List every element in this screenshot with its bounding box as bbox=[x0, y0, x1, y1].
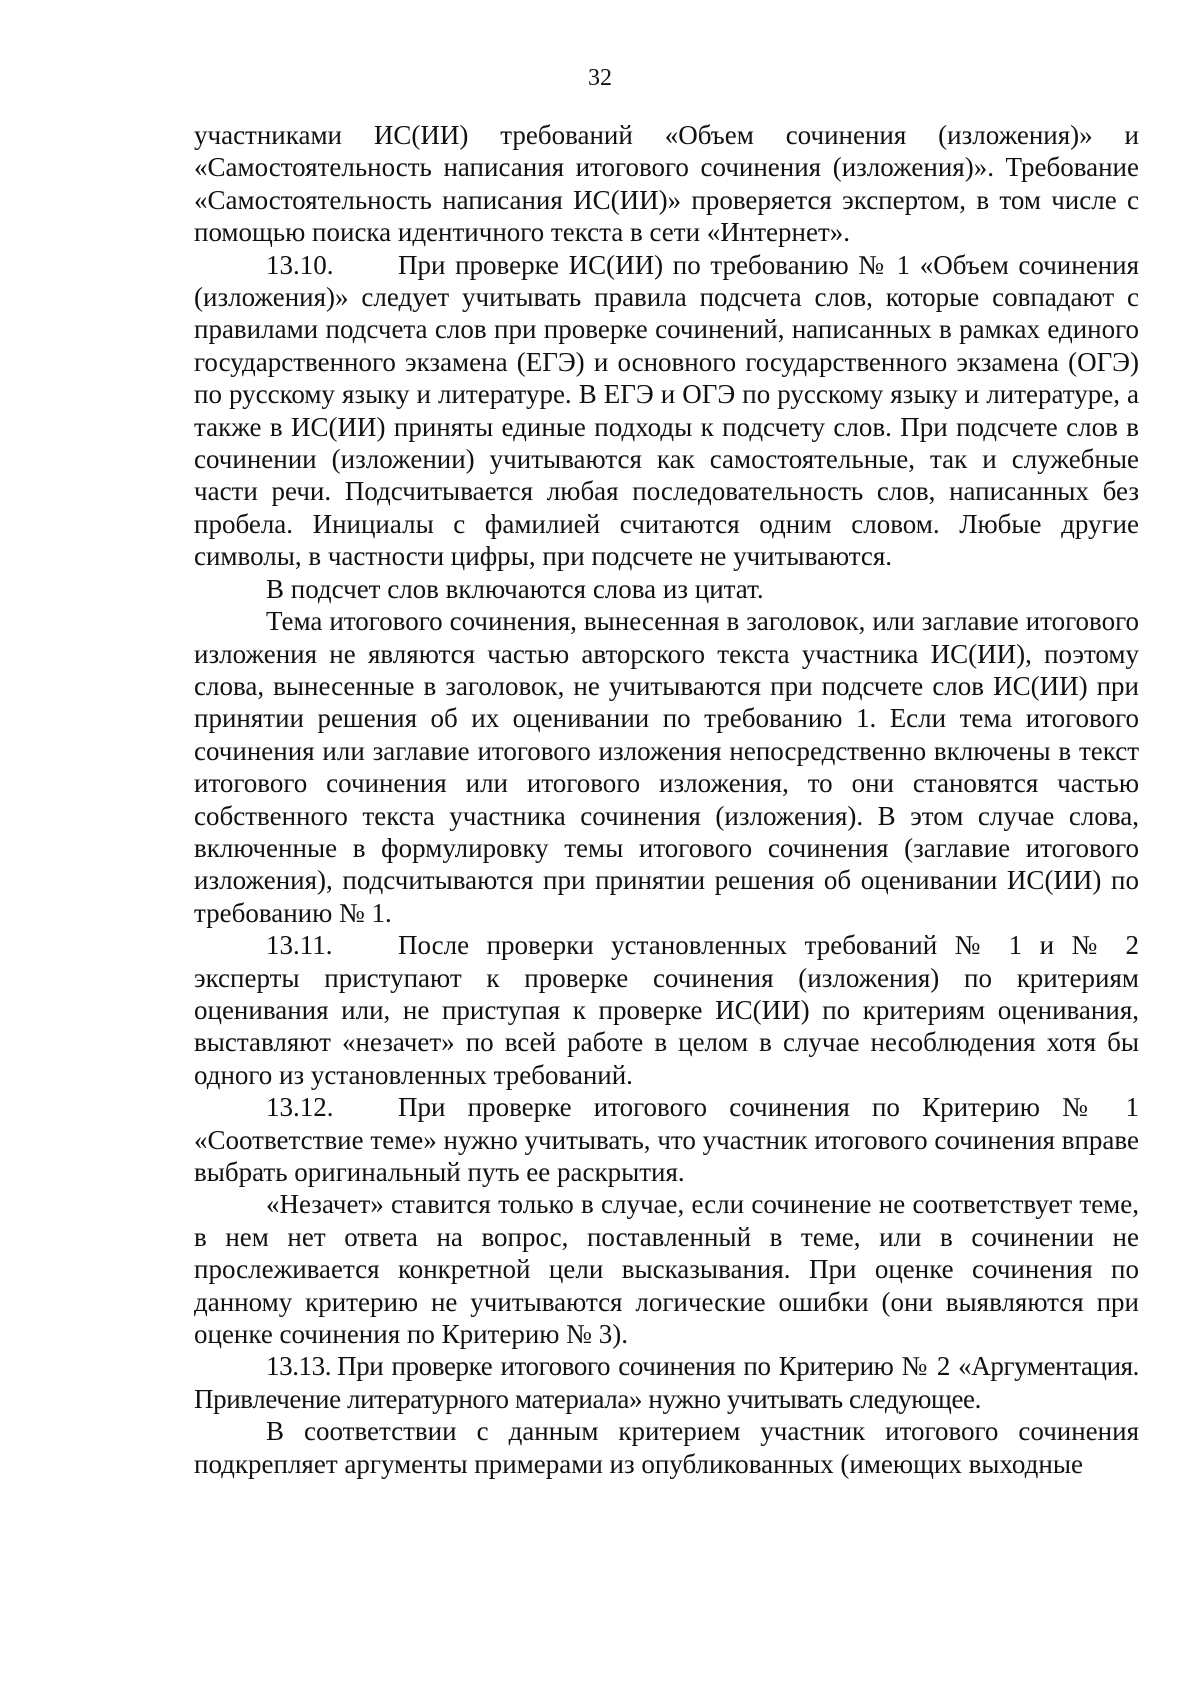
paragraph-13-11 bbox=[194, 929, 1139, 1091]
paragraph-quotes-rule: В подсчет слов включаются слова из цитат. bbox=[266, 573, 764, 604]
clause-number-13-11: 13.11. bbox=[266, 930, 333, 961]
paragraph-continuation: участниками ИС(ИИ) требований «Объем сочинения (изложения)» и «Самостоятельность написания итогового сочинения (изложения)». Требование «Самостоятельность написания ИС(ИИ)» проверяется экспертом, в том числе с помощью поиска идентичного текста в сети «Интернет». bbox=[194, 120, 1139, 248]
clause-number-13-12: 13.12. bbox=[266, 1092, 334, 1123]
paragraph-criterion-2: В соответствии с данным критерием участник итогового сочинения подкрепляет аргументы примерами из опубликованных (имеющих выходные bbox=[194, 1416, 1139, 1479]
paragraph-title-rule: Тема итогового сочинения, вынесенная в заголовок, или заглавие итогового изложения не являются частью авторского текста участника ИС(ИИ), поэтому слова, вынесенные в заголовок, не учитываются при подсчете слов ИС(ИИ) при принятии решения об их оценивании по требованию 1. Если тема итогового сочинения или заглавие итогового изложения непосредственно включены в текст итогового сочинения или итогового изложения, то они становятся частью собственного текста участника сочинения (изложения). В этом случае слова, включенные в формулировку темы итогового сочинения (заглавие итогового изложения), подсчитываются при принятии решения об оценивании ИС(ИИ) по требованию № 1. bbox=[194, 606, 1139, 928]
clause-text-13-13: При проверке итогового сочинения по Критерию № 2 «Аргументация. Привлечение литературного материала» нужно учитывать следующее. bbox=[194, 1351, 1139, 1414]
clause-text-13-11: После проверки установленных требований № 1 и № 2 эксперты приступают к проверке сочинения (изложения) по критериям оценивания или, не приступая к проверке ИС(ИИ) по критериям оценивания, выставляют «незачет» по всей работе в целом в случае несоблюдения хотя бы одного из установленных требований. bbox=[194, 930, 1139, 1090]
clause-text-13-12: При проверке итогового сочинения по Критерию № 1 «Соответствие теме» нужно учитывать, что участник итогового сочинения вправе выбрать оригинальный путь ее раскрытия. bbox=[194, 1092, 1139, 1187]
page-number: 32 bbox=[588, 65, 612, 91]
clause-number-13-13: 13.13. bbox=[266, 1351, 332, 1382]
paragraph-13-10 bbox=[194, 249, 1139, 573]
paragraph-13-13 bbox=[194, 1350, 1139, 1415]
document-body bbox=[194, 119, 1139, 1480]
clause-text-13-10: При проверке ИС(ИИ) по требованию № 1 «Объем сочинения (изложения)» следует учитывать правила подсчета слов, которые совпадают с правилами подсчета слов при проверке сочинений, написанных в рамках единого государственного экзамена (ЕГЭ) и основного государственного экзамена (ОГЭ) по русскому языку и литературе. В ЕГЭ и ОГЭ по русскому языку и литературе, а также в ИС(ИИ) приняты единые подходы к подсчету слов. При подсчете слов в сочинении (изложении) учитываются как самостоятельные, так и служебные части речи. Подсчитывается любая последовательность слов, написанных без пробела. Инициалы с фамилией считаются одним словом. Любые другие символы, в частности цифры, при подсчете не учитываются. bbox=[194, 249, 1139, 572]
paragraph-13-12 bbox=[194, 1091, 1139, 1188]
clause-number-13-10: 13.10. bbox=[266, 249, 334, 280]
paragraph-fail-rule: «Незачет» ставится только в случае, если сочинение не соответствует теме, в нем нет ответа на вопрос, поставленный в теме, или в сочинении не прослеживается конкретной цели высказывания. При оценке сочинения по данному критерию не учитываются логические ошибки (они выявляются при оценке сочинения по Критерию № 3). bbox=[194, 1189, 1139, 1350]
